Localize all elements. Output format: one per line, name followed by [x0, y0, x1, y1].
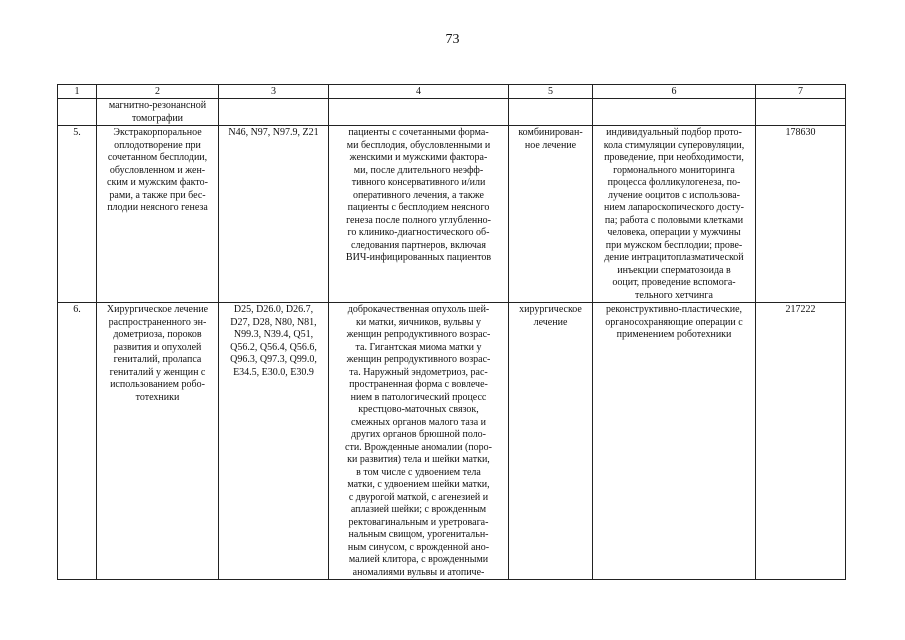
- column-header-5: 5: [509, 85, 593, 99]
- method-name-cell: Хирургическое лечение распространенного эн- дометриоза, пороков развития и опухолей гениталий, пролапса гениталий у женщин с использованием робо- тотехники: [97, 303, 219, 580]
- patient-model-cell: доброкачественная опухоль шей- ки матки, яичников, вульвы у женщин репродуктивного возрас- та. Гигантская миома матки у женщин репродуктивного возрас- та. Наружный эндометриоз, рас- пространенная форма с вовлече- нием в патологический процесс крестцово-маточных связок, смежных органов малого таза и других органов брюшной поло- сти. Врожденные аномалии (поро- ки развития) тела и шейки матки, в том числе с удвоением тела матки, с удвоением шейки матки, с двурогой маткой, с агенезией и аплазией шейки; с врожденным ректовагинальным и уретровага- нальным свищом, урогенитальн- ным синусом, с врожденной ано- малией клитора, с врожденными аномалиями вульвы и атопиче-: [329, 303, 509, 580]
- continuation-row: [58, 99, 846, 126]
- column-header-3: 3: [219, 85, 329, 99]
- table-row: [58, 303, 846, 580]
- row-number: 5.: [58, 126, 97, 303]
- treatment-type-cell: комбинирован- ное лечение: [509, 126, 593, 303]
- cost-cell: 178630: [756, 126, 846, 303]
- medical-care-table: [57, 84, 846, 580]
- treatment-method-cell: реконструктивно-пластические, органосохраняющие операции с применением роботехники: [593, 303, 756, 580]
- method-name-cell: Экстракорпоральное оплодотворение при сочетанном бесплодии, обусловленном и жен- ским и мужским факто- рами, а также при бес- плодии неясного генеза: [97, 126, 219, 303]
- cost-cell: 217222: [756, 303, 846, 580]
- treatment-type-cell: хирургическое лечение: [509, 303, 593, 580]
- icd-codes-cell: N46, N97, N97.9, Z21: [219, 126, 329, 303]
- column-header-2: 2: [97, 85, 219, 99]
- page-number: 73: [445, 32, 460, 47]
- patient-model-cell: пациенты с сочетанными форма- ми бесплодия, обусловленными и женскими и мужскими фактора- ми, после длительного неэфф- тивного консервативного и/или оперативного лечения, а также пациенты с бесплодием неясного генеза после полного углубленно- го клинико-диагностического об- следования партнеров, включая ВИЧ-инфицированных пациентов: [329, 126, 509, 303]
- column-header-1: 1: [58, 85, 97, 99]
- column-header-7: 7: [756, 85, 846, 99]
- column-header-6: 6: [593, 85, 756, 99]
- column-header-4: 4: [329, 85, 509, 99]
- table-header-row: [58, 85, 846, 99]
- continuation-method-name: магнитно-резонансной томографии: [97, 99, 219, 126]
- icd-codes-cell: D25, D26.0, D26.7, D27, D28, N80, N81, N99.3, N39.4, Q51, Q56.2, Q56.4, Q56.6, Q96.3, Q97.3, Q99.0, E34.5, E30.0, E30.9: [219, 303, 329, 580]
- row-number: 6.: [58, 303, 97, 580]
- treatment-method-cell: индивидуальный подбор прото- кола стимуляции суперовуляции, проведение, при необходимости, гормонального мониторинга процесса фолликулогенеза, по- лучение ооцитов с использова- нием лапароскопического досту- па; работа с половыми клетками человека, операции у мужчины при мужском бесплодии; прове- дение интрацитоплазматической инъекции сперматозоида в ооцит, проведение вспомога- тельного хетчинга: [593, 126, 756, 303]
- table-row: [58, 126, 846, 303]
